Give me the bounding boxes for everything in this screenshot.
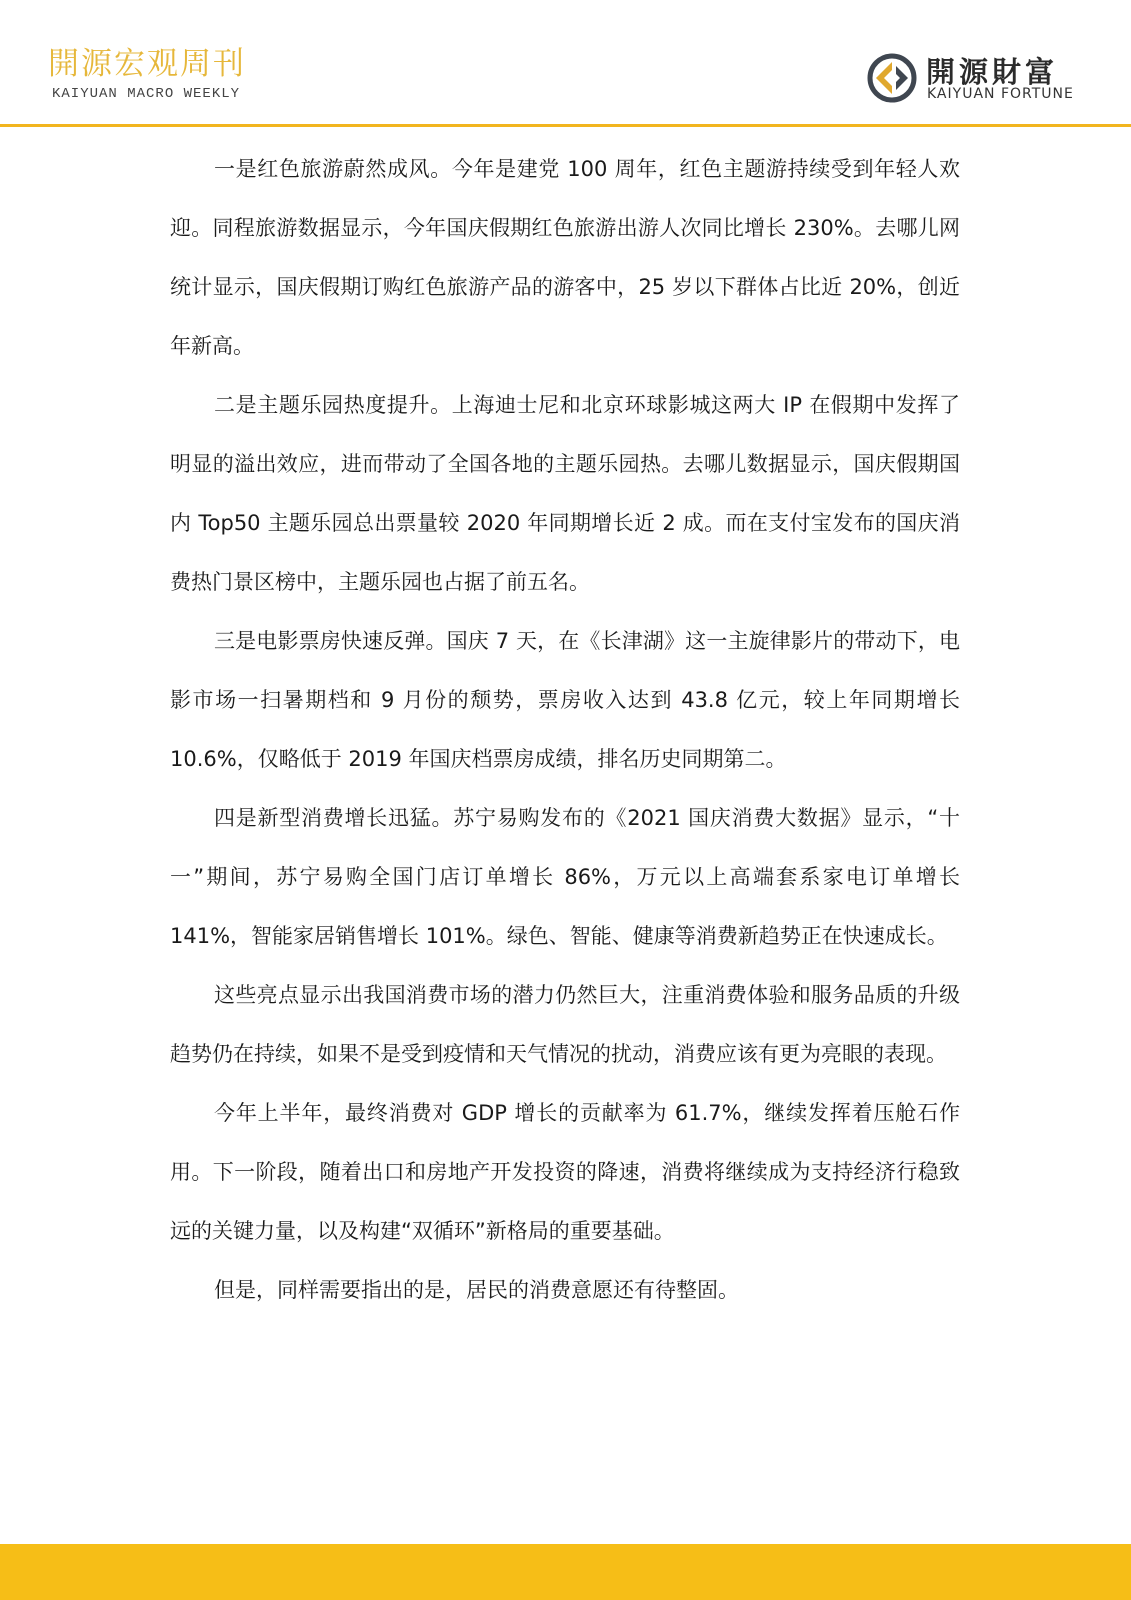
paragraph-new-consumption: 四是新型消费增长迅猛。苏宁易购发布的《2021 国庆消费大数据》显示，“十一”期间，苏宁易购全国门店订单增长 86%，万元以上高端套系家电订单增长 141%，智能家居销售增长 101%。绿色、智能、健康等消费新趋势正在快速成长。 (170, 806, 960, 948)
header-divider (0, 124, 1131, 127)
paragraph-gdp-contribution: 今年上半年，最终消费对 GDP 增长的贡献率为 61.7%，继续发挥着压舱石作用。下一阶段，随着出口和房地产开发投资的降速，消费将继续成为支持经济行稳致远的关键力量，以及构建“双循环”新格局的重要基础。 (170, 1101, 960, 1243)
paragraph-market-potential: 这些亮点显示出我国消费市场的潜力仍然巨大，注重消费体验和服务品质的升级趋势仍在持续，如果不是受到疫情和天气情况的扰动，消费应该有更为亮眼的表现。 (170, 983, 960, 1066)
paragraph-theme-parks: 二是主题乐园热度提升。上海迪士尼和北京环球影城这两大 IP 在假期中发挥了明显的溢出效应，进而带动了全国各地的主题乐园热。去哪儿数据显示，国庆假期国内 Top50 主题乐园总出票量较 2020 年同期增长近 2 成。而在支付宝发布的国庆消费热门景区榜中，主题乐园也占据了前五名。 (170, 393, 960, 594)
paragraph-consumption-willingness: 但是，同样需要指出的是，居民的消费意愿还有待整固。 (214, 1278, 739, 1302)
publication-subtitle: KAIYUAN MACRO WEEKLY (52, 86, 241, 102)
article-body (170, 140, 960, 1320)
company-logo (866, 48, 1106, 108)
logo-chinese-name: 開源財富 (926, 55, 1059, 89)
logo-english-name: KAIYUAN FORTUNE (927, 86, 1074, 102)
paragraph-red-tourism: 一是红色旅游蔚然成风。今年是建党 100 周年，红色主题游持续受到年轻人欢迎。同程旅游数据显示，今年国庆假期红色旅游出游人次同比增长 230%。去哪儿网统计显示，国庆假期订购红色旅游产品的游客中，25 岁以下群体占比近 20%，创近年新高。 (170, 157, 960, 358)
kaiyuan-k-logo-icon (866, 52, 918, 104)
publication-title: 開源宏观周刊 (48, 46, 246, 82)
page-header (0, 0, 1131, 127)
footer-bar (0, 1544, 1131, 1600)
paragraph-box-office: 三是电影票房快速反弹。国庆 7 天，在《长津湖》这一主旋律影片的带动下，电影市场一扫暑期档和 9 月份的颓势，票房收入达到 43.8 亿元，较上年同期增长 10.6%，仅略低于 2019 年国庆档票房成绩，排名历史同期第二。 (170, 629, 960, 771)
